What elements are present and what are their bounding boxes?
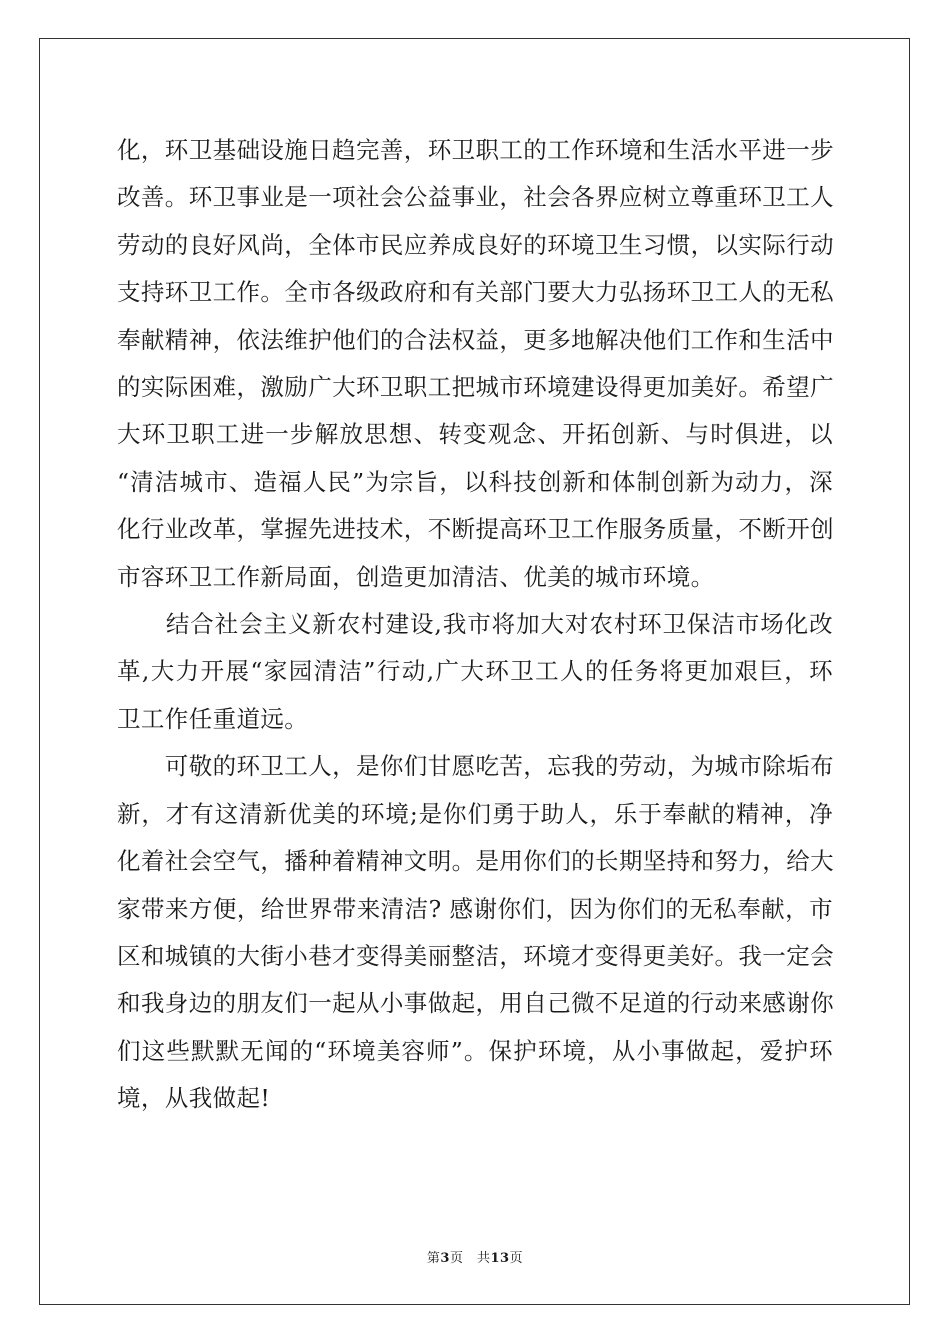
- text-line: 大环卫职工进一步解放思想、转变观念、开拓创新、与时俱进，以: [117, 420, 833, 449]
- total-page-count: 13: [490, 1251, 510, 1266]
- text-line: “清洁城市、造福人民”为宗旨，以科技创新和体制创新为动力，深: [117, 467, 833, 496]
- text-line: 可敬的环卫工人，是你们甘愿吃苦，忘我的劳动，为城市除垢布: [117, 752, 834, 781]
- paragraph-2: [117, 601, 833, 743]
- current-page-number: 3: [440, 1251, 450, 1266]
- text-line: 结合社会主义新农村建设,我市将加大对农村环卫保洁市场化改: [117, 610, 833, 639]
- text-line: 卫工作任重道远。: [117, 704, 309, 733]
- text-line: 劳动的良好风尚，全体市民应养成良好的环境卫生习惯，以实际行动: [117, 230, 834, 259]
- text-line: 革,大力开展“家园清洁”行动,广大环卫工人的任务将更加艰巨，环: [117, 657, 833, 686]
- text-line: 改善。环卫事业是一项社会公益事业，社会各界应树立尊重环卫工人: [117, 183, 834, 212]
- text-line: 化着社会空气，播种着精神文明。是用你们的长期坚持和努力，给大: [117, 847, 834, 876]
- footer-prefix: 第: [426, 1251, 441, 1266]
- text-line: 化行业改革，掌握先进技术，不断提高环卫工作服务质量，不断开创: [117, 515, 834, 544]
- text-line: 的实际困难，激励广大环卫职工把城市环境建设得更加美好。希望广: [117, 373, 834, 402]
- text-line: 奉献精神，依法维护他们的合法权益，更多地解决他们工作和生活中: [117, 325, 834, 354]
- text-line: 和我身边的朋友们一起从小事做起，用自己微不足道的行动来感谢你: [117, 989, 834, 1018]
- footer-mid: 页 共: [449, 1251, 491, 1266]
- text-line: 新，才有这清新优美的环境;是你们勇于助人，乐于奉献的精神，净: [117, 799, 833, 828]
- text-line: 化，环卫基础设施日趋完善，环卫职工的工作环境和生活水平进一步: [117, 136, 834, 164]
- text-line: 境，从我做起!: [117, 1084, 271, 1113]
- paragraph-3: [117, 743, 833, 1122]
- page-footer: [0, 1247, 950, 1266]
- text-line: 支持环卫工作。全市各级政府和有关部门要大力弘扬环卫工人的无私: [117, 278, 834, 307]
- paragraph-1: [117, 127, 833, 601]
- text-line: 们这些默默无闻的“环境美容师”。保护环境，从小事做起，爱护环: [117, 1036, 833, 1065]
- text-line: 区和城镇的大街小巷才变得美丽整洁，环境才变得更美好。我一定会: [117, 941, 834, 970]
- text-line: 市容环卫工作新局面，创造更加清洁、优美的城市环境。: [117, 562, 715, 591]
- text-line: 家带来方便，给世界带来清洁? 感谢你们，因为你们的无私奉献，市: [117, 894, 833, 923]
- document-body: [117, 127, 833, 1123]
- footer-suffix: 页: [509, 1251, 524, 1266]
